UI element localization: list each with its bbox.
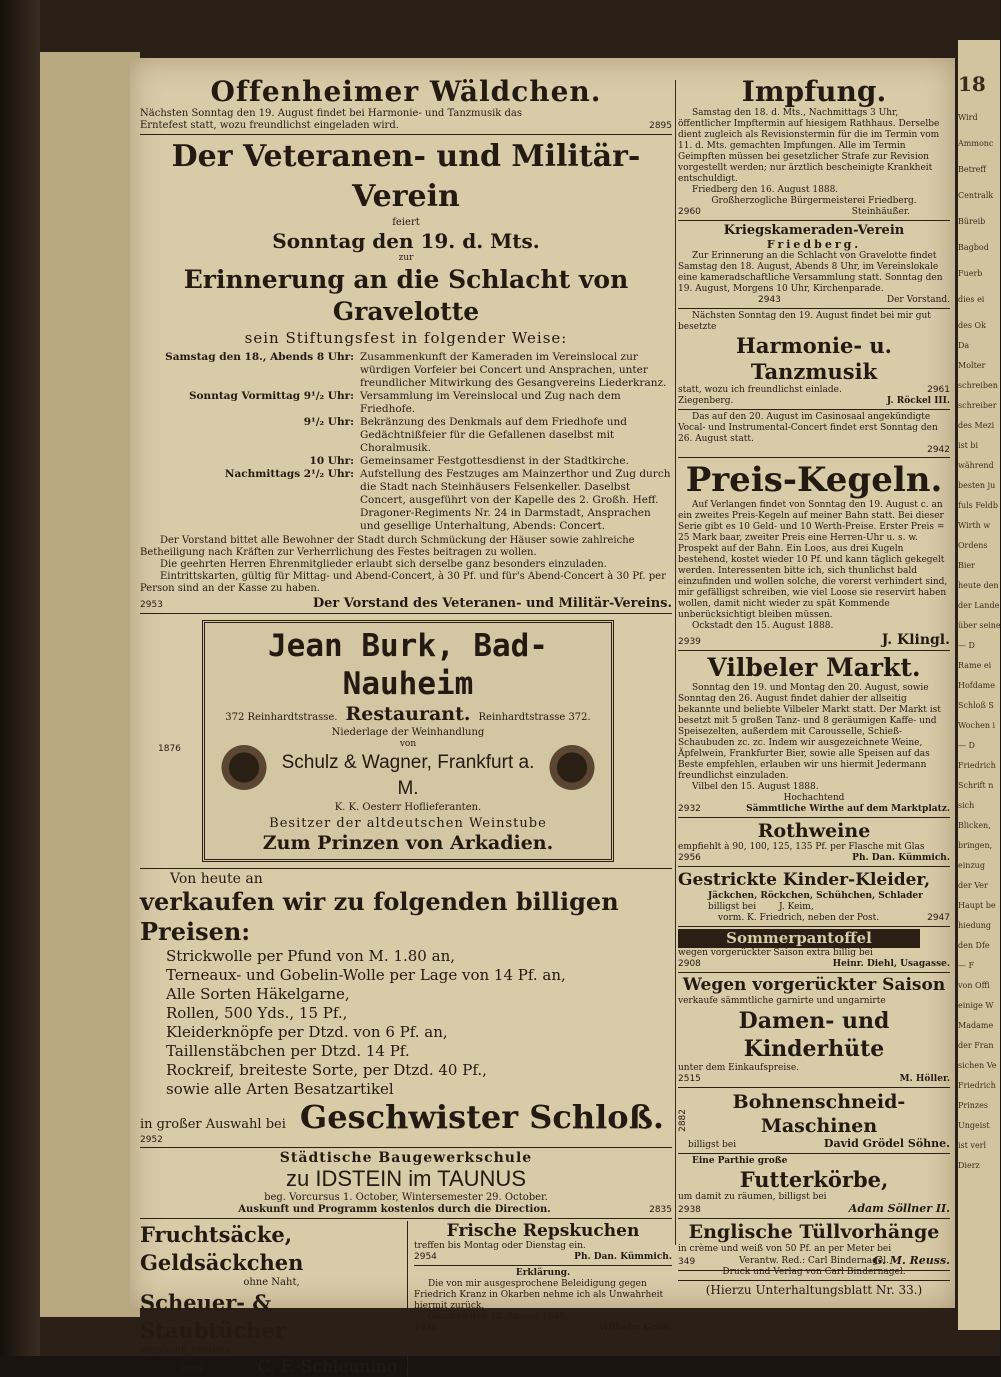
strip-word: fuls Feldb	[958, 501, 998, 510]
erklaerung-text: Die von mir ausgesprochene Beleidigung gegen Friedrich Kranz in Okarben nehme ich als Unwahrheit hiermit zurück.	[414, 1279, 664, 1311]
impfung-text: Samstag den 18. d. Mts., Nachmittags 3 Uhr, öffentlicher Impftermin auf hiesigem Rathhaus. Derselbe dient zugleich als Revisionstermin für die im Termin vom 11. d. Mts. gemachten Impfungen. Alle im Termin Geimpften müssen bei gesetzlicher Strafe zur Revision vorgestellt werden; nur ärztlich bescheinigte Krankheit entschuldigt.	[678, 108, 940, 184]
schloss-item: Strickwolle per Pfund von M. 1.80 an,	[166, 947, 455, 965]
strip-word: Prinzes	[958, 1101, 988, 1110]
schloss-name: Geschwister Schloß.	[299, 1098, 665, 1136]
ad-erklaerung	[414, 1268, 672, 1334]
binding-edge	[0, 0, 40, 1356]
veteranen-para1: Der Vorstand bittet alle Bewohner der Stadt durch Schmückung der Häuser sowie zahlreiche Betheiligung nach Kräften zur Verherrlichung des Festes beitragen zu wollen.	[140, 535, 635, 558]
strip-word: — F	[958, 961, 975, 970]
strip-word: — D	[958, 641, 975, 650]
casino-text: Das auf den 20. August im Casinosaal angekündigte Vocal- und Instrumental-Concert findet erst Sonntag den 26. August statt.	[678, 412, 938, 444]
preis-place: Ockstadt den 15. August 1888.	[692, 621, 834, 631]
idstein-line1: Städtische Baugewerkschule	[279, 1150, 533, 1166]
strip-word: Ammonc	[958, 139, 994, 148]
harmonie-code: 2961	[927, 385, 950, 395]
strip-word: Schloß S	[958, 701, 994, 710]
hoeller-title: Wegen vorgerückter Saison	[682, 975, 946, 995]
schloss-item: Kleiderknöpfe per Dtzd. von 6 Pf. an,	[166, 1023, 448, 1041]
ad-casino	[678, 412, 950, 455]
burk-prinz: Zum Prinzen von Arkadien.	[262, 832, 554, 854]
strip-word: ist verl	[958, 1141, 987, 1150]
strip-word: der Ver	[958, 881, 988, 890]
schleuning-title2: Scheuer- & Staubtücher	[140, 1290, 286, 1343]
strip-word: schreiben	[958, 381, 998, 390]
strip-word: besten ju	[958, 481, 996, 490]
strip-word: über seine	[958, 621, 1001, 630]
strip-word: ist bi	[958, 441, 979, 450]
erklaerung-name: Wilhelm Groh.	[598, 1323, 672, 1333]
schedule-desc: Gemeinsamer Festgottesdienst in der Stadtkirche.	[360, 455, 629, 467]
strip-word: Hofdame	[958, 681, 995, 690]
reps-title: Frische Repskuchen	[446, 1221, 640, 1241]
schloss-item: Taillenstäbchen per Dtzd. 14 Pf.	[166, 1042, 410, 1060]
rothweine-text: empfiehlt à 90, 100, 125, 135 Pf. per Flasche mit Glas	[678, 842, 925, 852]
groedel-title: Bohnenschneid-Maschinen	[732, 1091, 906, 1137]
schedule-time: Sonntag Vormittag 9¹/₂ Uhr:	[188, 390, 354, 402]
krieger-title: Kriegskameraden-Verein	[723, 223, 905, 238]
footer-line1: Verantw. Red.: Carl Bindernagel.	[738, 1256, 890, 1266]
hoeller-line: verkaufe sämmtliche garnirte und ungarnirte	[678, 996, 886, 1006]
schleuning-ohne: ohne Naht,	[243, 1277, 300, 1288]
schloss-last: in großer Auswahl bei	[140, 1117, 286, 1132]
burk-addr-left: 372 Reinhardtstrasse.	[225, 712, 338, 723]
schedule-row	[140, 455, 672, 468]
krieger-text: Zur Erinnerung an die Schlacht von Gravelotte findet Samstag den 18. August, Abends 8 Uhr, im Vereinslokale eine kameradschaftliche Versammlung statt. Sonntag den 19. August, Morgens 10 Uhr, Kirchenparade.	[678, 251, 943, 294]
schedule-row	[140, 468, 672, 533]
strip-word: Rame ei	[958, 661, 992, 670]
krieger-city: Friedberg.	[766, 238, 862, 251]
schloss-item: Alle Sorten Häkelgarne,	[166, 985, 350, 1003]
kinder-name: J. Keim,	[778, 902, 814, 912]
veteranen-date: Sonntag den 19. d. Mts.	[272, 229, 540, 253]
schedule-time: 10 Uhr:	[309, 455, 354, 467]
strip-word: Betreff	[958, 165, 987, 174]
strip-word: den Dfe	[958, 941, 990, 950]
right-column	[678, 58, 950, 1273]
left-column	[140, 58, 672, 1377]
strip-word: einzug	[958, 861, 985, 870]
idstein-line2: zu IDSTEIN im TAUNUS	[286, 1166, 526, 1191]
schloss-item: Terneaux- und Gobelin-Wolle per Lage von 14 Pf. an,	[166, 966, 566, 984]
rothweine-name: Ph. Dan. Kümmich.	[852, 853, 950, 863]
vilbel-text: Sonntag den 19. und Montag den 20. August, sowie Sonntag den 26. August findet dahier der allseitig bekannte und beliebte Vilbeler Markt statt. Der Markt ist besetzt mit 5 großen Tanz- und 8 geräumigen Kaffe- und Speisezelten, außerdem mit Carousselle, Schieß- Schaubuden zc. zc. Indem wir ausgezeichnete Weine, Äpfelwein, Frankfurter Bier, sowie alle Speisen auf das Beste empfehlen, erlauben wir uns hiermit Jedermann freundlichst einzuladen.	[678, 683, 941, 781]
strip-word: Wirth w	[958, 521, 991, 530]
veteranen-subtitle: Erinnerung an die Schlacht von Gravelotte	[183, 265, 629, 326]
impfung-code: 2960	[678, 207, 701, 217]
krieger-sign: Der Vorstand.	[886, 295, 950, 305]
veteranen-sign: Der Vorstand des Veteranen- und Militär-Vereins.	[312, 596, 672, 611]
ad-preis	[678, 460, 950, 648]
strip-word: Ordens	[958, 541, 988, 550]
groedel-code: 2882	[678, 1109, 688, 1132]
impfung-place: Friedberg den 16. August 1888.	[692, 185, 839, 195]
strip-word: Da	[958, 341, 970, 350]
kinder-vorm: vorm. K. Friedrich, neben der Post.	[718, 913, 880, 923]
strip-word: — D	[958, 741, 975, 750]
futter-title: Futterkörbe,	[739, 1167, 889, 1192]
strip-word: schreiber	[958, 401, 997, 410]
eagle-emblem-right	[541, 736, 603, 806]
schloss-items	[166, 947, 672, 1099]
harmonie-pre: Nächsten Sonntag den 19. August findet bei mir gut besetzte	[678, 311, 931, 332]
offenheimer-title: Offenheimer Wäldchen.	[210, 75, 602, 108]
sommer-title: Sommerpantoffel	[678, 929, 920, 948]
schleuning-name: C. F. Schleuning.	[257, 1357, 403, 1377]
rothweine-code: 2956	[678, 853, 701, 863]
kinder-code: 2947	[927, 913, 950, 923]
erklaerung-code: 2936	[414, 1323, 437, 1333]
strip-word: Haupt be	[958, 901, 996, 910]
burk-box	[202, 620, 614, 862]
ad-harmonie	[678, 311, 950, 407]
strip-word: hiedung	[958, 921, 991, 930]
ad-schleuning	[140, 1221, 408, 1377]
burk-line1: Niederlage der Weinhandlung	[331, 727, 485, 738]
schedule-time: Nachmittags 2¹/₂ Uhr:	[224, 468, 354, 480]
burk-restaurant: Restaurant.	[345, 703, 471, 725]
schedule-desc: Zusammenkunft der Kameraden im Vereinslocal zur würdigen Vorfeier bei Concert und Ansprachen, unter freundlicher Mitwirkung des Gesangvereins Liederkranz.	[360, 351, 667, 389]
eagle-emblem-left	[213, 736, 275, 806]
bottom-ads-row	[140, 1221, 672, 1377]
schedule-row	[140, 390, 672, 416]
groedel-name: David Grödel Söhne.	[823, 1137, 950, 1150]
schedule-desc: Bekränzung des Denkmals auf dem Friedhofe und Gedächtnißfeier für die Gefallenen daselbst mit Choralmusik.	[360, 416, 628, 454]
next-page-number: 18	[958, 72, 986, 96]
column-divider	[675, 80, 676, 1245]
reps-line: treffen bis Montag oder Dienstag ein.	[414, 1241, 586, 1251]
schedule-row	[140, 351, 672, 390]
preis-name: J. Klingl.	[881, 632, 950, 648]
preis-code: 2939	[678, 637, 701, 647]
preis-title: Preis-Kegeln.	[685, 460, 943, 500]
strip-word: der Fran	[958, 1041, 994, 1050]
veteranen-feiert: feiert	[392, 217, 420, 228]
burk-code: 1876	[158, 744, 181, 754]
casino-code: 2942	[927, 445, 950, 455]
strip-word: Friedrich	[958, 761, 996, 770]
veteranen-para3: Eintrittskarten, gültig für Mittag- und Abend-Concert, à 30 Pf. und für's Abend-Concert à 30 Pf. per Person sind an der Kasse zu haben.	[140, 571, 666, 594]
ad-impfung	[678, 76, 950, 218]
rothweine-title: Rothweine	[757, 820, 871, 842]
burk-firm: Schulz & Wagner, Frankfurt a. M.	[281, 752, 535, 799]
schleuning-code: 2088	[180, 1365, 203, 1375]
strip-word: heute den	[958, 581, 999, 590]
imprint-footer	[678, 1256, 950, 1297]
burk-von: von	[399, 739, 417, 749]
ad-schloss	[140, 871, 672, 1145]
veteranen-zur: zur	[398, 253, 414, 263]
schedule-time: Samstag den 18., Abends 8 Uhr:	[165, 351, 354, 363]
strip-word: Madame	[958, 1021, 994, 1030]
veteranen-title: Der Veteranen- und Militär-Verein	[171, 139, 641, 214]
impfung-name: Steinhäußer.	[851, 207, 910, 217]
schedule-row	[140, 416, 672, 455]
sommer-code: 2908	[678, 959, 701, 969]
schloss-item: sowie alle Arten Besatzartikel	[166, 1080, 394, 1098]
tuell-line: in crème und weiß von 50 Pf. an per Meter bei	[678, 1244, 892, 1254]
futter-pre: Eine Parthie große	[692, 1156, 788, 1166]
ads-reps-erklaerung	[408, 1221, 672, 1377]
strip-word: Ungeist	[958, 1121, 990, 1130]
schleuning-empf: empfiehlt bestens	[140, 1345, 231, 1356]
schedule-desc: Aufstellung des Festzuges am Mainzerthor und Zug durch die Stadt nach Steinhäusers Felsenkeller. Daselbst Concert, ausgeführt von der Kapelle des 2. Großh. Heff. Dragoner-Regiments Nr. 24 in Darmstadt, Ansprachen und gesellige Unterhaltung, Abends: Concert.	[360, 468, 671, 532]
erklaerung-place: Okarben den 12. August 1888.	[428, 1312, 568, 1322]
futter-code: 2938	[678, 1205, 701, 1215]
kinder-title: Gestrickte Kinder-Kleider,	[678, 870, 931, 890]
ad-sommer	[678, 929, 950, 970]
ad-rothweine	[678, 820, 950, 864]
tuell-name: G. M. Reuss.	[873, 1254, 950, 1267]
schleuning-title: Fruchtsäcke, Geldsäckchen	[140, 1222, 304, 1275]
offenheimer-code: 2895	[649, 121, 672, 131]
hoeller-name: M. Höller.	[899, 1074, 950, 1084]
strip-word: Friedrich	[958, 1081, 996, 1090]
strip-word: sich	[958, 801, 975, 810]
schloss-line1: Von heute an	[170, 871, 263, 887]
strip-word: Blicken,	[958, 821, 991, 830]
newspaper-page	[130, 58, 955, 1377]
hoeller-title2: Damen- und Kinderhüte	[738, 1008, 890, 1062]
strip-word: Dierz	[958, 1161, 980, 1170]
groedel-billig: billigst bei	[688, 1140, 737, 1150]
ad-vilbel	[678, 653, 950, 815]
footer-line2: Druck und Verlag von Carl Bindernagel.	[722, 1267, 906, 1277]
ad-reps	[414, 1221, 672, 1263]
veteranen-para2: Die geehrten Herren Ehrenmitglieder erlaubt sich derselbe ganz besonders einzuladen.	[160, 559, 607, 570]
harmonie-name: J. Röckel III.	[886, 396, 950, 406]
impfung-authority: Großherzogliche Bürgermeisterei Friedberg.	[711, 196, 917, 206]
impfung-title: Impfung.	[741, 75, 887, 108]
next-page-text	[958, 112, 1000, 1172]
futter-line: um damit zu räumen, billigst bei	[678, 1192, 827, 1202]
vilbel-place: Vilbel den 15. August 1888.	[692, 782, 819, 792]
harmonie-title: Harmonie- u. Tanzmusik	[736, 333, 892, 384]
burk-hof: K. K. Oesterr Hoflieferanten.	[334, 802, 482, 813]
next-page-strip	[958, 40, 1000, 1330]
ad-veteranen	[140, 137, 672, 611]
tuell-code: 349	[678, 1257, 696, 1267]
burk-title: Jean Burk, Bad-Nauheim	[268, 628, 548, 702]
strip-word: Schrift n	[958, 781, 994, 790]
strip-word: sichen Ve	[958, 1061, 997, 1070]
erklaerung-title: Erklärung.	[515, 1268, 571, 1278]
sommer-name: Heinr. Diehl, Usagasse.	[832, 959, 950, 969]
offenheimer-line2: Erntefest statt, wozu freundlichst eingeladen wird.	[140, 120, 399, 131]
schloss-code: 2952	[140, 1135, 163, 1145]
strip-word: des Ok	[958, 321, 986, 330]
hoeller-code: 2515	[678, 1074, 701, 1084]
strip-word: Bagbod	[958, 243, 989, 252]
vilbel-title: Vilbeler Markt.	[707, 653, 921, 682]
schloss-item: Rollen, 500 Yds., 15 Pf.,	[166, 1004, 348, 1022]
strip-word: der Lande	[958, 601, 1000, 610]
ad-burk	[140, 620, 672, 862]
idstein-code: 2835	[649, 1205, 672, 1215]
strip-word: dies ei	[958, 295, 985, 304]
strip-word: während	[958, 461, 994, 470]
burk-addr-right: Reinhardtstrasse 372.	[478, 712, 591, 723]
krieger-code: 2943	[758, 295, 781, 305]
tuell-title: Englische Tüllvorhänge	[688, 1221, 940, 1243]
strip-word: Wird	[958, 113, 978, 122]
ad-groedel	[678, 1090, 950, 1151]
ad-hoeller	[678, 975, 950, 1085]
schedule-desc: Versammlung im Vereinslocal und Zug nach dem Friedhofe.	[360, 390, 621, 415]
ad-offenheimer	[140, 76, 672, 132]
left-page-edge	[40, 52, 140, 1317]
offenheimer-line1: Nächsten Sonntag den 19. August findet bei Harmonie- und Tanzmusik das	[140, 108, 523, 119]
veteranen-code: 2953	[140, 600, 163, 610]
strip-word: des Mezi	[958, 421, 995, 430]
strip-word: bringen,	[958, 841, 993, 850]
schloss-line2: verkaufen wir zu folgenden billigen Preisen:	[140, 887, 619, 946]
ad-kinder	[678, 869, 950, 924]
idstein-line4: Auskunft und Programm kostenlos durch die Direction.	[238, 1204, 551, 1215]
vilbel-name: Sämmtliche Wirthe auf dem Marktplatz.	[746, 804, 950, 814]
idstein-line3: beg. Vorcursus 1. October, Wintersemester 29. October.	[264, 1192, 548, 1203]
ad-idstein	[140, 1150, 672, 1216]
schedule-time: 9¹/₂ Uhr:	[303, 416, 354, 428]
strip-word: Centralk	[958, 191, 994, 200]
harmonie-post: statt, wozu ich freundlichst einlade.	[678, 385, 842, 395]
kinder-items: Jäckchen, Röckchen, Schühchen, Schlader	[708, 891, 923, 901]
strip-word: von Offi	[958, 981, 990, 990]
reps-code: 2954	[414, 1252, 437, 1262]
veteranen-schedule	[140, 351, 672, 533]
harmonie-place: Ziegenberg.	[678, 396, 734, 406]
hoeller-line2: unter dem Einkaufspreise.	[678, 1063, 800, 1073]
footer-line3: (Hierzu Unterhaltungsblatt Nr. 33.)	[705, 1283, 923, 1297]
futter-name: Adam Söllner II.	[848, 1202, 950, 1215]
reps-name: Ph. Dan. Kümmich.	[574, 1252, 672, 1262]
strip-word: Wochen i	[958, 721, 996, 730]
strip-word: einige W	[958, 1001, 994, 1010]
ad-krieger	[678, 223, 950, 306]
ad-futter	[678, 1156, 950, 1216]
burk-besitzer: Besitzer der altdeutschen Weinstube	[269, 816, 547, 831]
strip-word: Bier	[958, 561, 975, 570]
vilbel-code: 2932	[678, 804, 701, 814]
kinder-billig: billigst bei	[708, 902, 757, 912]
preis-text: Auf Verlangen findet von Sonntag den 19. August c. an ein zweites Preis-Kegeln auf meiner Bahn statt. Bei dieser Serie gibt es 10 Geld- und 10 Werth-Preise. Erster Preis = 25 Mark baar, zweiter Preis eine Herren-Uhr u. s. w. Prospekt auf der Bahn. Ein Loos, aus drei Kugeln bestehend, kostet wieder 10 Pf. und kann täglich gekegelt werden. Interessenten bitte ich, sich thunlichst bald einzufinden und wollen solche, die vorerst verhindert sind, mir gefälligst schreiben, wie viel Loose sie reservirt haben wollen, damit nicht wieder zu spät Kommende unberücksichtigt bleiben müssen.	[678, 500, 948, 620]
vilbel-hoch: Hochachtend	[783, 793, 845, 803]
sommer-text: wegen vorgerückter Saison extra billig bei	[678, 948, 873, 958]
strip-word: Molter	[958, 361, 986, 370]
strip-word: Fuerb	[958, 269, 983, 278]
schloss-item: Rockreif, breiteste Sorte, per Dtzd. 40 Pf.,	[166, 1061, 487, 1079]
veteranen-subtitle2: sein Stiftungsfest in folgender Weise:	[244, 329, 568, 347]
strip-word: Büreib	[958, 217, 986, 226]
